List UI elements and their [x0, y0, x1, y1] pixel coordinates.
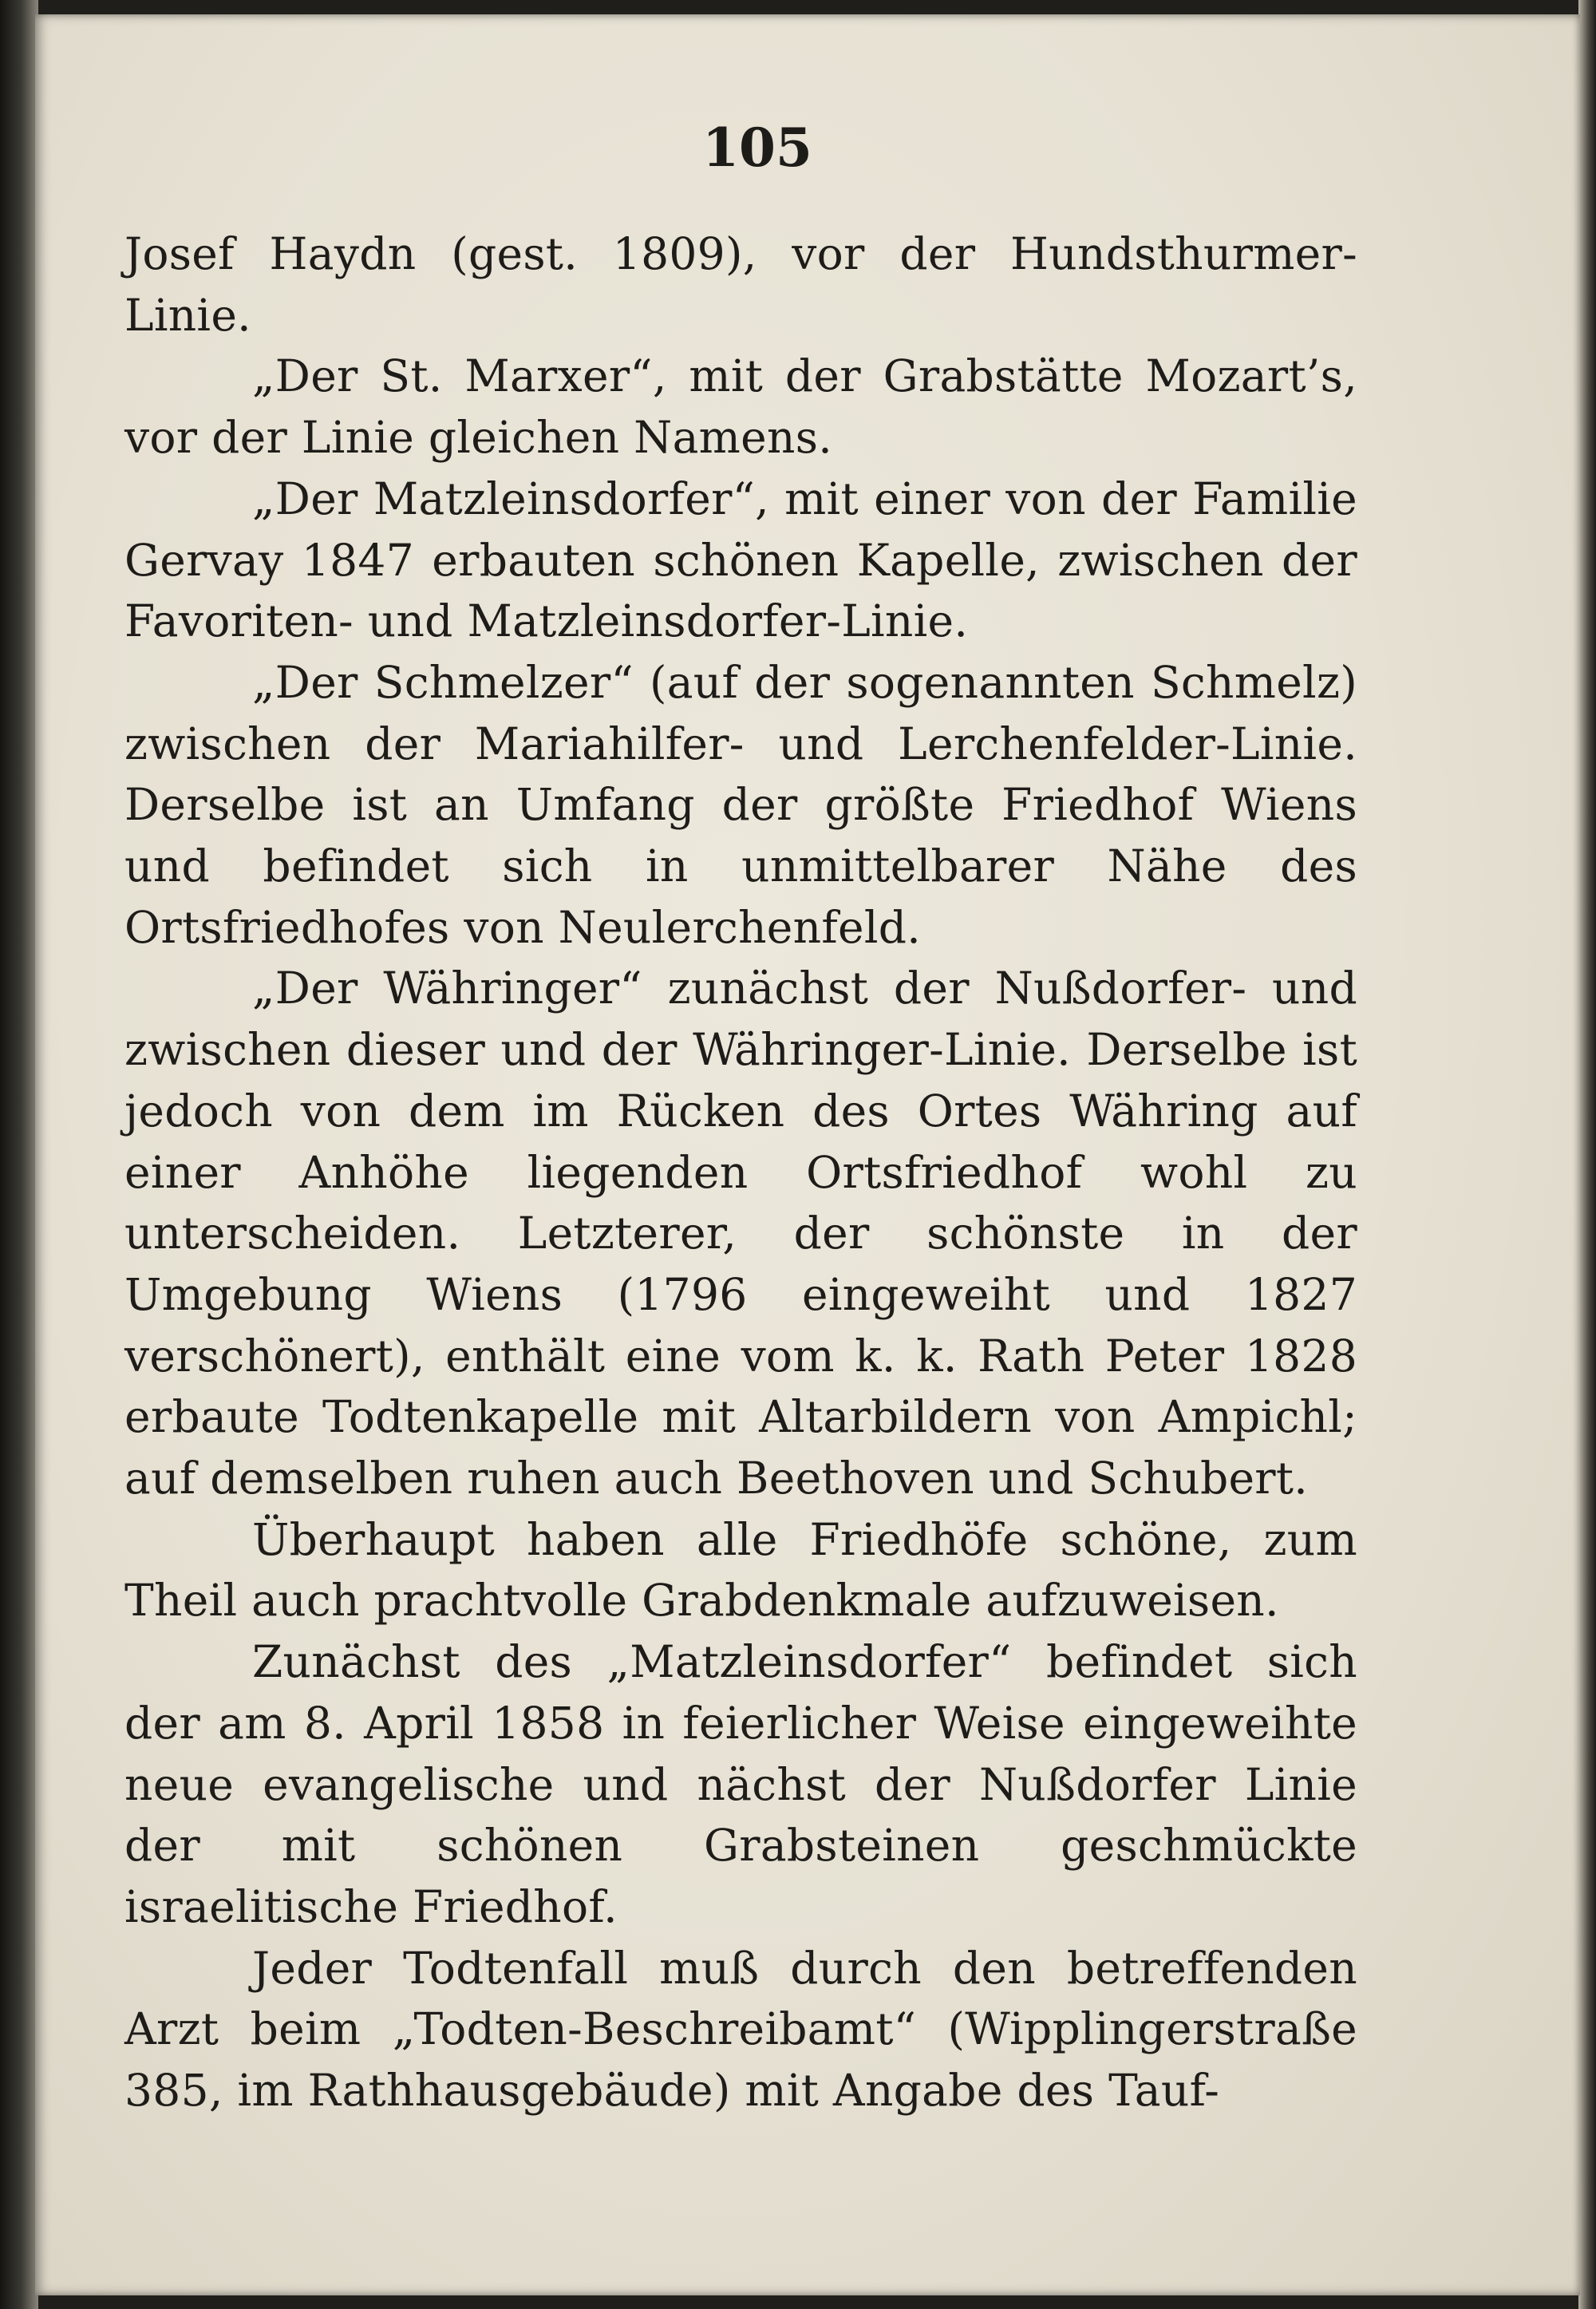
body-text	[124, 223, 1357, 2121]
paragraph-3: „Der Matzleinsdorfer“, mit einer von der Familie Gervay 1847 erbauten schönen Kapelle, zwischen der Favoriten- und Matzleinsdorfer-Linie.	[124, 472, 1357, 647]
paragraph-6: Überhaupt haben alle Friedhöfe schöne, zum Theil auch prachtvolle Grabdenkmale aufzuweisen.	[124, 1513, 1357, 1627]
paragraph-8: Jeder Todtenfall muß durch den betreffenden Arzt beim „Todten-Beschreibamt“ (Wipplingerstraße 385, im Rathhausgebäude) mit Angabe des Tauf-	[124, 1942, 1357, 2117]
page-number: 105	[702, 117, 812, 179]
paragraph-4: „Der Schmelzer“ (auf der sogenannten Schmelz) zwischen der Mariahilfer- und Lerchenfelder-Linie. Derselbe ist an Umfang der größte Friedhof Wiens und befindet sich in unmittelbarer Nähe des Ortsfriedhofes von Neulerchenfeld.	[124, 656, 1357, 953]
paragraph-2: „Der St. Marxer“, mit der Grabstätte Mozart’s, vor der Linie gleichen Namens.	[124, 350, 1357, 464]
page-stack-edge	[1578, 0, 1596, 2309]
paragraph-1: Josef Haydn (gest. 1809), vor der Hundsthurmer-Linie.	[124, 228, 1357, 341]
book-page	[35, 14, 1580, 2295]
paragraph-7: Zunächst des „Matzleinsdorfer“ befindet sich der am 8. April 1858 in feierlicher Weise eingeweihte neue evangelische und nächst der Nußdorfer Linie der mit schönen Grabsteinen geschmückte israelitische Friedhof.	[124, 1636, 1357, 1932]
paragraph-5: „Der Währinger“ zunächst der Nußdorfer- und zwischen dieser und der Währinger-Linie. Derselbe ist jedoch von dem im Rücken des Ortes Währing auf einer Anhöhe liegenden Ortsfriedhof wohl zu unterscheiden. Letzterer, der schönste in der Umgebung Wiens (1796 eingeweiht und 1827 verschönert), enthält eine vom k. k. Rath Peter 1828 erbaute Todtenkapelle mit Altarbildern von Ampichl; auf demselben ruhen auch Beethoven und Schubert.	[124, 963, 1357, 1504]
book-spine-edge	[0, 0, 38, 2309]
